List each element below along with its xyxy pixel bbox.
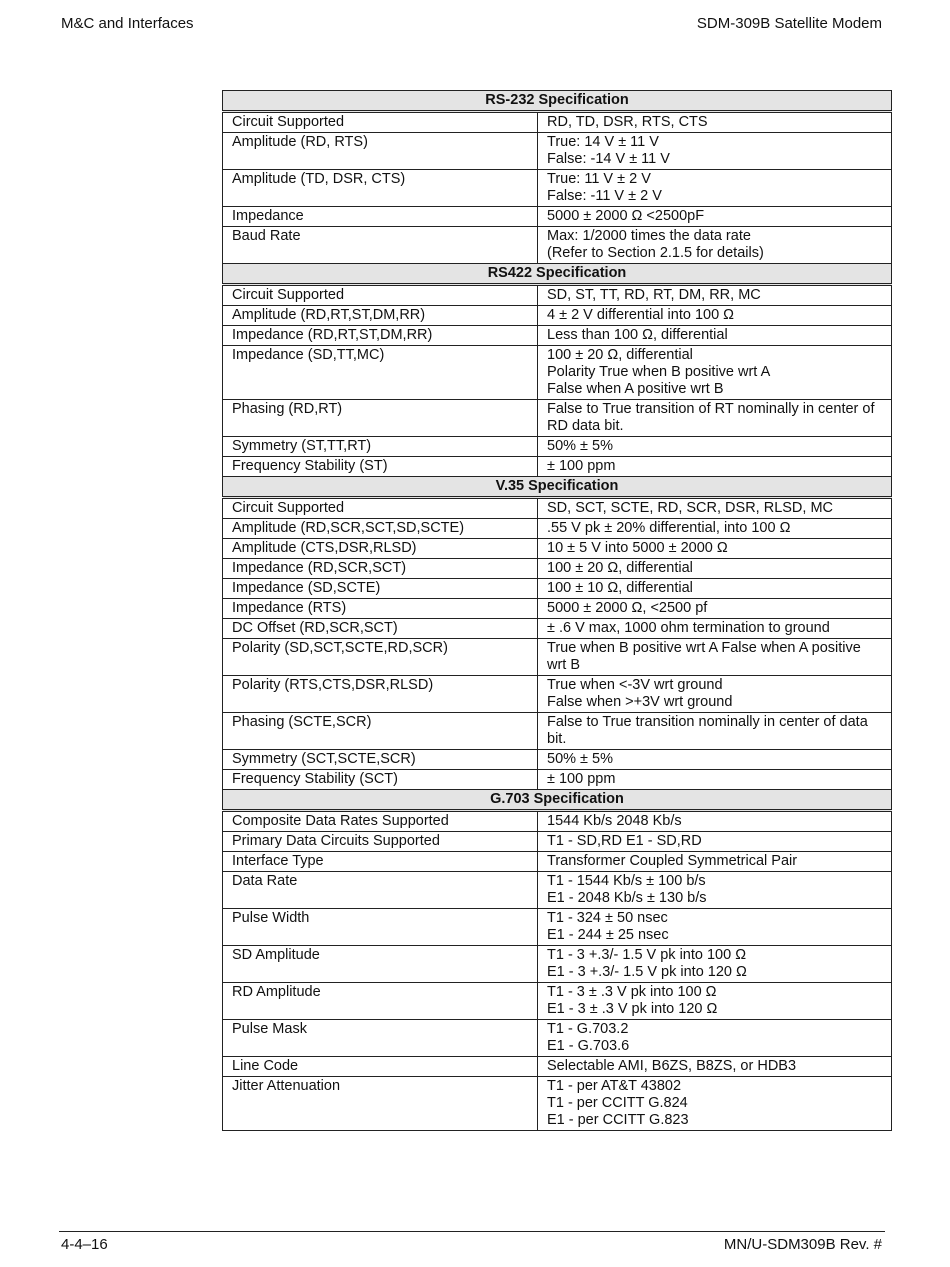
spec-value	[538, 1020, 892, 1057]
spec-value	[538, 519, 892, 539]
spec-row	[223, 770, 892, 790]
section-title: G.703 Specification	[223, 790, 892, 811]
spec-value	[538, 750, 892, 770]
spec-value-line: SD, ST, TT, RD, RT, DM, RR, MC	[547, 287, 761, 303]
spec-value-line: 50% ± 5%	[547, 438, 613, 454]
spec-value-line: False when A positive wrt B	[547, 381, 724, 397]
spec-value	[538, 1057, 892, 1077]
spec-value-line: T1 - 3 +.3/- 1.5 V pk into 100 Ω	[547, 947, 747, 963]
spec-parameter: Jitter Attenuation	[223, 1077, 538, 1131]
spec-row	[223, 400, 892, 437]
spec-parameter: Phasing (RD,RT)	[223, 400, 538, 437]
spec-value	[538, 713, 892, 750]
spec-value-line: (Refer to Section 2.1.5 for details)	[547, 245, 764, 261]
spec-parameter: Impedance (RTS)	[223, 599, 538, 619]
spec-value-line: 5000 ± 2000 Ω <2500pF	[547, 208, 705, 224]
spec-parameter: Interface Type	[223, 852, 538, 872]
spec-parameter: Circuit Supported	[223, 112, 538, 133]
spec-row	[223, 983, 892, 1020]
spec-value-line: False to True transition of RT nominally in center of RD data bit.	[547, 401, 875, 434]
spec-value	[538, 832, 892, 852]
spec-row	[223, 112, 892, 133]
spec-value	[538, 227, 892, 264]
spec-row	[223, 539, 892, 559]
spec-value	[538, 811, 892, 832]
spec-value	[538, 170, 892, 207]
spec-value	[538, 983, 892, 1020]
spec-parameter: Impedance (RD,SCR,SCT)	[223, 559, 538, 579]
spec-value-line: 100 ± 10 Ω, differential	[547, 580, 693, 596]
spec-parameter: Amplitude (CTS,DSR,RLSD)	[223, 539, 538, 559]
spec-value	[538, 207, 892, 227]
spec-value-line: 5000 ± 2000 Ω, <2500 pf	[547, 600, 708, 616]
spec-parameter: SD Amplitude	[223, 946, 538, 983]
spec-value-line: Polarity True when B positive wrt A	[547, 364, 771, 380]
spec-parameter: Amplitude (RD,SCR,SCT,SD,SCTE)	[223, 519, 538, 539]
section-title: V.35 Specification	[223, 477, 892, 498]
spec-value	[538, 112, 892, 133]
spec-value	[538, 770, 892, 790]
spec-value	[538, 676, 892, 713]
spec-value-line: 100 ± 20 Ω, differential	[547, 560, 693, 576]
spec-value	[538, 619, 892, 639]
spec-value	[538, 639, 892, 676]
spec-value	[538, 909, 892, 946]
spec-value	[538, 133, 892, 170]
spec-row	[223, 852, 892, 872]
spec-parameter: DC Offset (RD,SCR,SCT)	[223, 619, 538, 639]
spec-row	[223, 133, 892, 170]
spec-parameter: Amplitude (TD, DSR, CTS)	[223, 170, 538, 207]
spec-value	[538, 599, 892, 619]
footer-manual-revision: MN/U-SDM309B Rev. #	[723, 1236, 882, 1253]
section-header-row	[223, 91, 892, 112]
spec-parameter: Frequency Stability (ST)	[223, 457, 538, 477]
spec-value-line: T1 - per CCITT G.824	[547, 1095, 688, 1111]
section-title: RS-232 Specification	[223, 91, 892, 112]
spec-value	[538, 946, 892, 983]
spec-value-line: False to True transition nominally in center of data bit.	[547, 714, 868, 747]
spec-parameter: Symmetry (SCT,SCTE,SCR)	[223, 750, 538, 770]
spec-value-line: .55 V pk ± 20% differential, into 100 Ω	[547, 520, 791, 536]
spec-parameter: Impedance	[223, 207, 538, 227]
spec-value	[538, 326, 892, 346]
spec-value-line: Less than 100 Ω, differential	[547, 327, 728, 343]
spec-value	[538, 457, 892, 477]
spec-row	[223, 1057, 892, 1077]
spec-parameter: Pulse Mask	[223, 1020, 538, 1057]
spec-parameter: Impedance (SD,TT,MC)	[223, 346, 538, 400]
section-header-row	[223, 264, 892, 285]
spec-parameter: Polarity (SD,SCT,SCTE,RD,SCR)	[223, 639, 538, 676]
spec-row	[223, 750, 892, 770]
spec-value-line: E1 - 2048 Kb/s ± 130 b/s	[547, 890, 707, 906]
spec-value-line: SD, SCT, SCTE, RD, SCR, DSR, RLSD, MC	[547, 500, 834, 516]
spec-value-line: E1 - 3 ± .3 V pk into 120 Ω	[547, 1001, 718, 1017]
spec-row	[223, 207, 892, 227]
spec-value-line: ± .6 V max, 1000 ohm termination to ground	[547, 620, 830, 636]
spec-value-line: 4 ± 2 V differential into 100 Ω	[547, 307, 735, 323]
spec-row	[223, 1020, 892, 1057]
spec-value-line: True: 11 V ± 2 V	[547, 171, 651, 187]
spec-value-line: Selectable AMI, B6ZS, B8ZS, or HDB3	[547, 1058, 797, 1074]
spec-value-line: True when B positive wrt A False when A positive wrt B	[547, 640, 861, 673]
spec-parameter: Pulse Width	[223, 909, 538, 946]
spec-parameter: Frequency Stability (SCT)	[223, 770, 538, 790]
spec-row	[223, 346, 892, 400]
spec-value	[538, 285, 892, 306]
spec-parameter: Line Code	[223, 1057, 538, 1077]
spec-row	[223, 326, 892, 346]
spec-value	[538, 852, 892, 872]
spec-value-line: T1 - 324 ± 50 nsec	[547, 910, 668, 926]
spec-row	[223, 946, 892, 983]
header-section-title: M&C and Interfaces	[61, 15, 194, 32]
spec-value-line: T1 - G.703.2	[547, 1021, 629, 1037]
spec-parameter: Amplitude (RD,RT,ST,DM,RR)	[223, 306, 538, 326]
spec-value-line: RD, TD, DSR, RTS, CTS	[547, 114, 708, 130]
spec-row	[223, 285, 892, 306]
spec-row	[223, 559, 892, 579]
spec-parameter: Impedance (SD,SCTE)	[223, 579, 538, 599]
spec-parameter: Symmetry (ST,TT,RT)	[223, 437, 538, 457]
section-header-row	[223, 477, 892, 498]
spec-value-line: E1 - 3 +.3/- 1.5 V pk into 120 Ω	[547, 964, 747, 980]
spec-row	[223, 1077, 892, 1131]
spec-row	[223, 498, 892, 519]
spec-parameter: Baud Rate	[223, 227, 538, 264]
spec-row	[223, 619, 892, 639]
footer-page-number: 4-4–16	[61, 1236, 108, 1253]
spec-value	[538, 400, 892, 437]
spec-value	[538, 1077, 892, 1131]
spec-value	[538, 579, 892, 599]
spec-row	[223, 909, 892, 946]
spec-value-line: E1 - G.703.6	[547, 1038, 630, 1054]
spec-value-line: Transformer Coupled Symmetrical Pair	[547, 853, 798, 869]
header-document-title: SDM-309B Satellite Modem	[696, 15, 882, 32]
spec-value-line: T1 - SD,RD E1 - SD,RD	[547, 833, 702, 849]
spec-value-line: False: -11 V ± 2 V	[547, 188, 662, 204]
spec-row	[223, 639, 892, 676]
spec-value-line: False: -14 V ± 11 V	[547, 151, 670, 167]
spec-value	[538, 539, 892, 559]
spec-row	[223, 713, 892, 750]
spec-value-line: False when >+3V wrt ground	[547, 694, 733, 710]
spec-row	[223, 599, 892, 619]
spec-value	[538, 437, 892, 457]
spec-value-line: True when <-3V wrt ground	[547, 677, 723, 693]
spec-row	[223, 306, 892, 326]
section-title: RS422 Specification	[223, 264, 892, 285]
spec-value	[538, 306, 892, 326]
spec-parameter: Circuit Supported	[223, 285, 538, 306]
spec-value-line: 50% ± 5%	[547, 751, 613, 767]
spec-value-line: ± 100 ppm	[547, 458, 616, 474]
spec-parameter: RD Amplitude	[223, 983, 538, 1020]
spec-value-line: T1 - per AT&T 43802	[547, 1078, 682, 1094]
specification-table-body	[223, 91, 892, 1131]
spec-value-line: T1 - 3 ± .3 V pk into 100 Ω	[547, 984, 717, 1000]
spec-value	[538, 872, 892, 909]
spec-row	[223, 872, 892, 909]
spec-parameter: Primary Data Circuits Supported	[223, 832, 538, 852]
spec-row	[223, 811, 892, 832]
spec-parameter: Polarity (RTS,CTS,DSR,RLSD)	[223, 676, 538, 713]
spec-value	[538, 346, 892, 400]
spec-parameter: Circuit Supported	[223, 498, 538, 519]
footer-divider	[59, 1231, 885, 1232]
spec-value-line: ± 100 ppm	[547, 771, 616, 787]
spec-value-line: True: 14 V ± 11 V	[547, 134, 659, 150]
spec-row	[223, 437, 892, 457]
spec-value	[538, 498, 892, 519]
specification-table	[222, 90, 892, 1131]
spec-row	[223, 170, 892, 207]
spec-row	[223, 457, 892, 477]
spec-value-line: E1 - per CCITT G.823	[547, 1112, 689, 1128]
spec-value-line: 100 ± 20 Ω, differential	[547, 347, 693, 363]
spec-value-line: E1 - 244 ± 25 nsec	[547, 927, 669, 943]
spec-value-line: 1544 Kb/s 2048 Kb/s	[547, 813, 682, 829]
spec-row	[223, 676, 892, 713]
spec-parameter: Data Rate	[223, 872, 538, 909]
spec-row	[223, 832, 892, 852]
spec-parameter: Phasing (SCTE,SCR)	[223, 713, 538, 750]
spec-row	[223, 579, 892, 599]
spec-row	[223, 519, 892, 539]
spec-value-line: 10 ± 5 V into 5000 ± 2000 Ω	[547, 540, 728, 556]
spec-parameter: Impedance (RD,RT,ST,DM,RR)	[223, 326, 538, 346]
section-header-row	[223, 790, 892, 811]
spec-value	[538, 559, 892, 579]
spec-value-line: Max: 1/2000 times the data rate	[547, 228, 751, 244]
spec-parameter: Composite Data Rates Supported	[223, 811, 538, 832]
spec-value-line: T1 - 1544 Kb/s ± 100 b/s	[547, 873, 706, 889]
spec-row	[223, 227, 892, 264]
spec-parameter: Amplitude (RD, RTS)	[223, 133, 538, 170]
